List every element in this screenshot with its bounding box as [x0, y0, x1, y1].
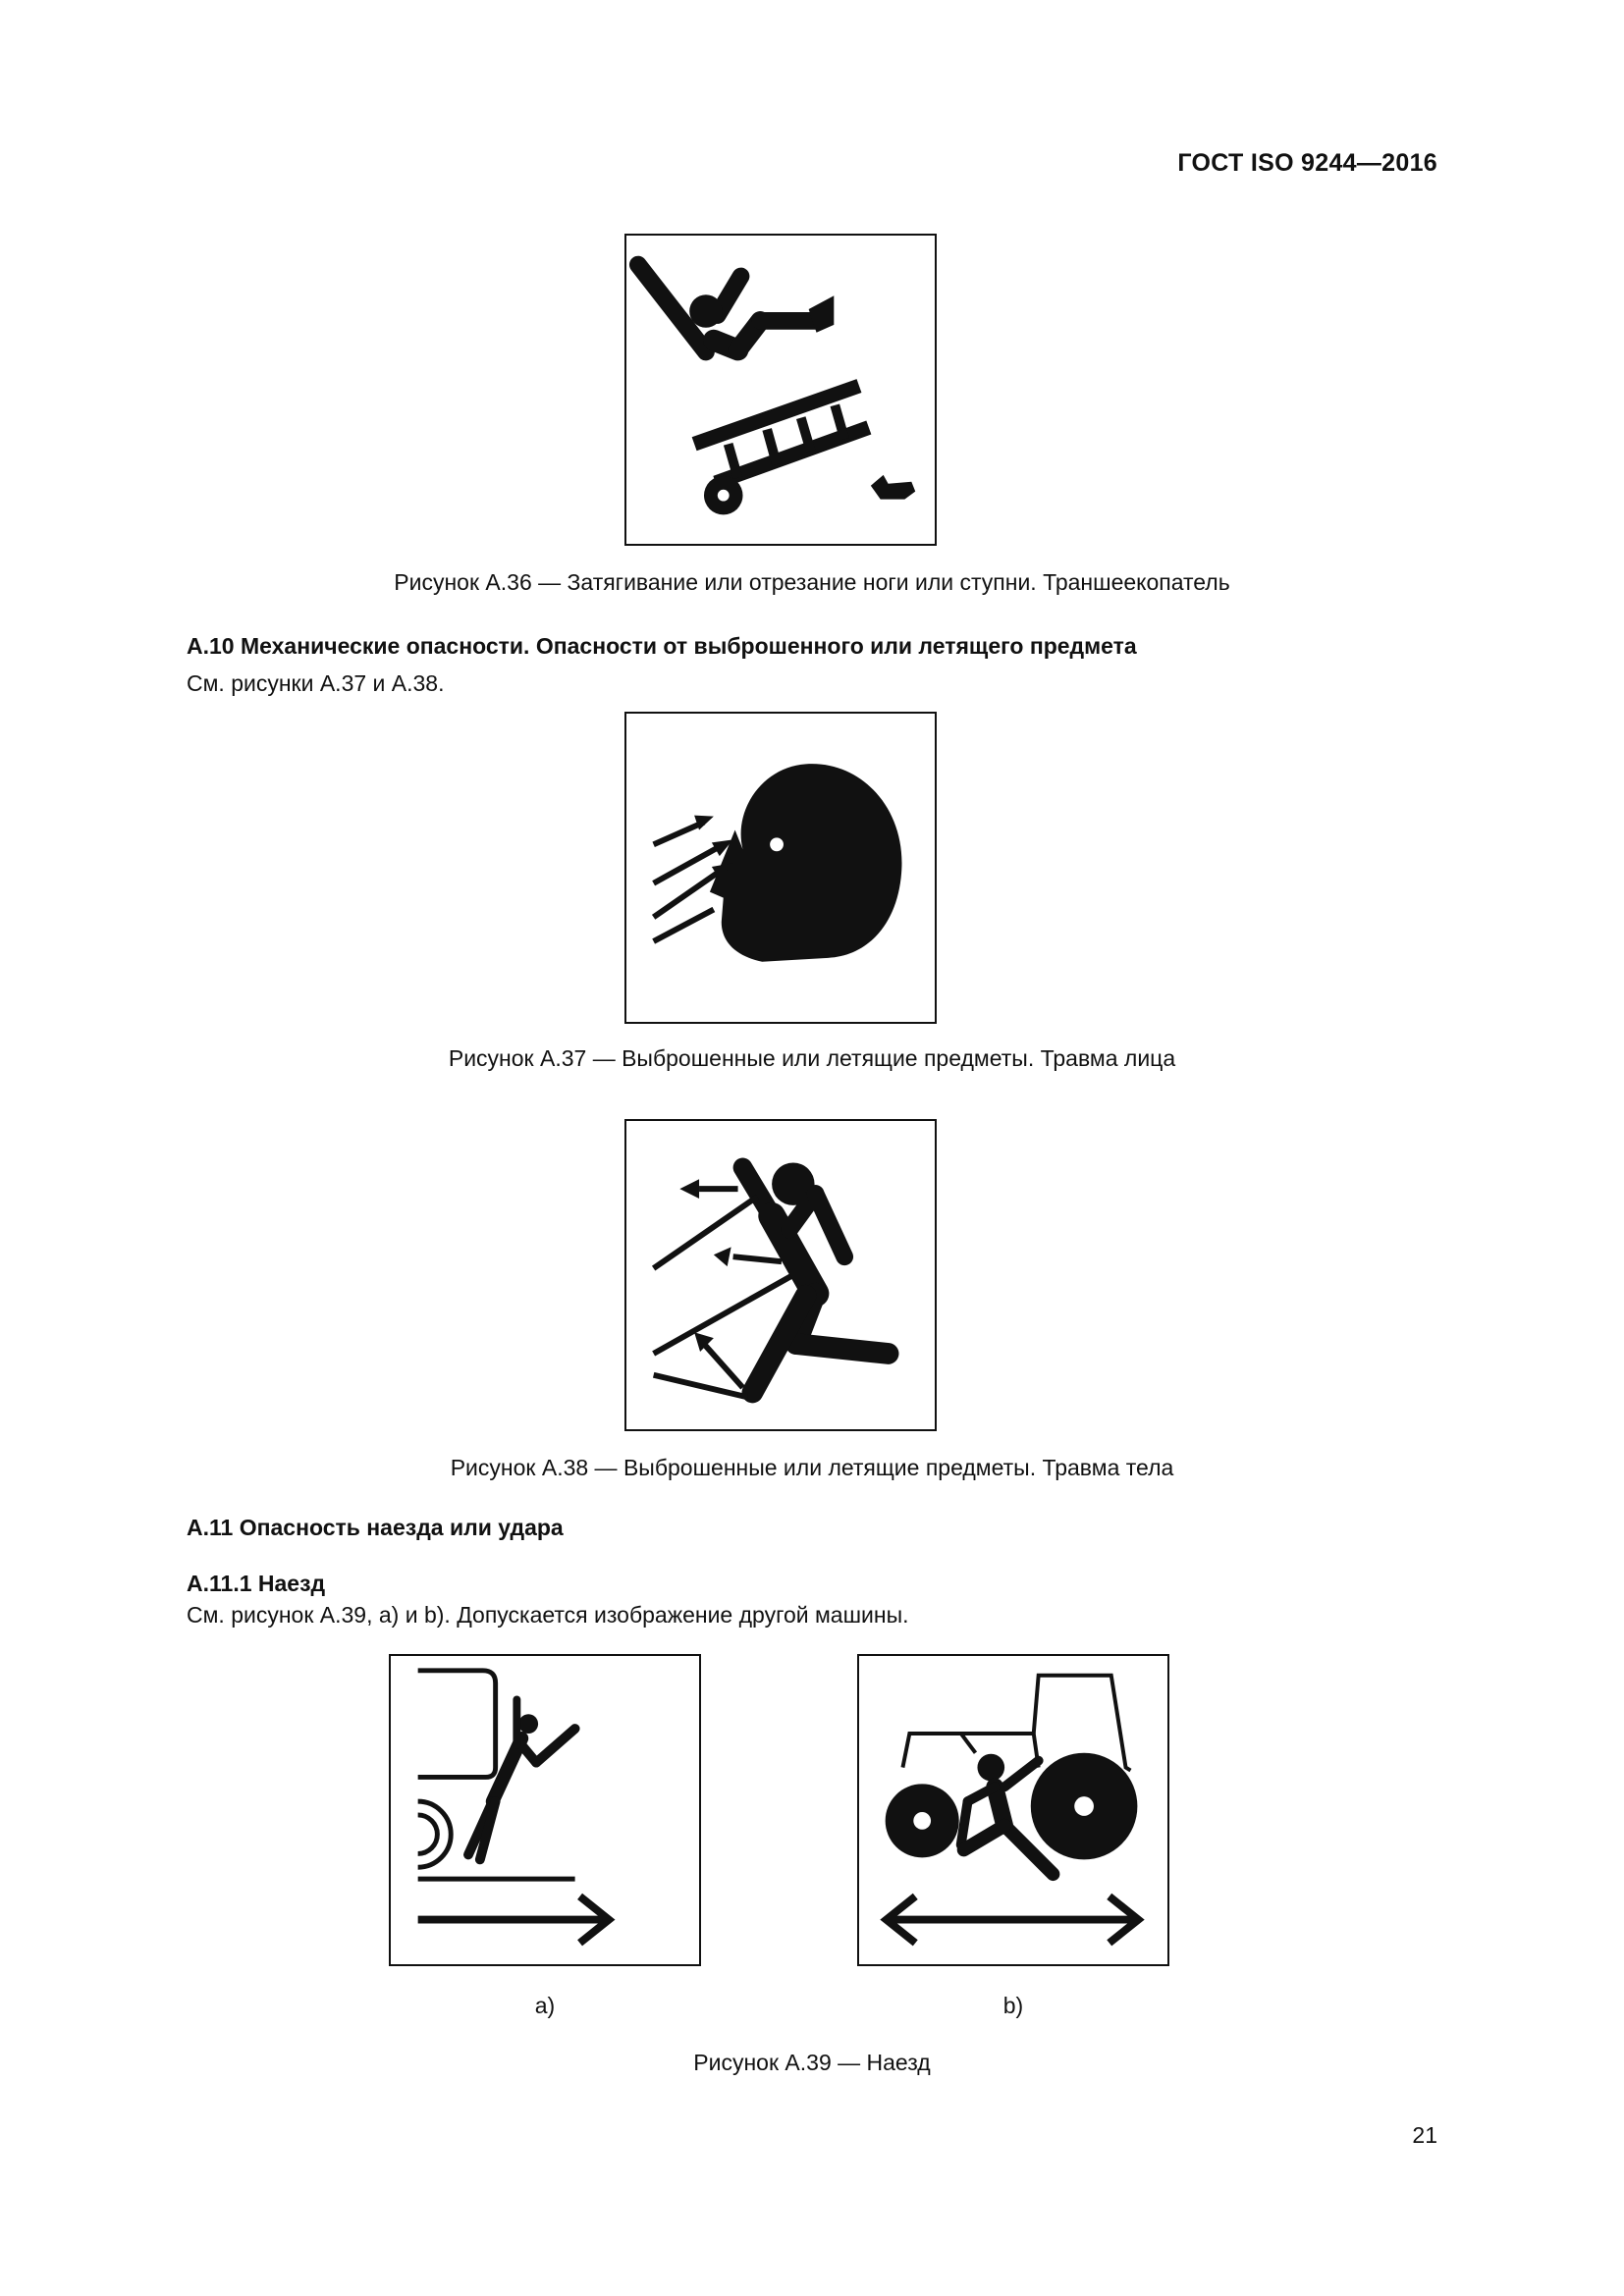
trencher-leg-entanglement-icon	[626, 236, 935, 544]
section-a10-text: См. рисунки А.37 и А.38.	[187, 670, 445, 696]
flying-objects-body-icon	[626, 1121, 935, 1429]
section-a10-heading: А.10 Механические опасности. Опасности от выброшенного или летящего предмета	[187, 633, 1137, 659]
figure-a38-body-injury-pictogram	[624, 1119, 937, 1431]
page-number: 21	[1412, 2122, 1437, 2148]
figure-a39a-runover-pictogram	[389, 1654, 701, 1966]
figure-a39-caption: Рисунок А.39 — Наезд	[693, 2050, 931, 2075]
figure-a39b-label: b)	[1002, 1993, 1024, 2018]
figure-a39a-label: a)	[534, 1993, 556, 2018]
tractor-runover-icon	[859, 1656, 1167, 1964]
figure-a37-caption: Рисунок А.37 — Выброшенные или летящие предметы. Травма лица	[448, 1045, 1176, 1071]
machine-runover-icon	[391, 1656, 699, 1964]
section-a11-heading: А.11 Опасность наезда или удара	[187, 1515, 564, 1540]
figure-a36-trencher-pictogram	[624, 234, 937, 546]
document-id: ГОСТ ISO 9244—2016	[1177, 149, 1437, 177]
flying-objects-face-icon	[626, 714, 935, 1022]
figure-a37-face-injury-pictogram	[624, 712, 937, 1024]
figure-a36-caption: Рисунок А.36 — Затягивание или отрезание ноги или ступни. Траншеекопатель	[394, 569, 1230, 595]
figure-a39b-tractor-runover-pictogram	[857, 1654, 1169, 1966]
section-a11-1-heading: А.11.1 Наезд	[187, 1571, 326, 1596]
figure-a38-caption: Рисунок А.38 — Выброшенные или летящие предметы. Травма тела	[450, 1455, 1174, 1480]
section-a11-1-text: См. рисунок А.39, а) и b). Допускается изображение другой машины.	[187, 1602, 909, 1628]
